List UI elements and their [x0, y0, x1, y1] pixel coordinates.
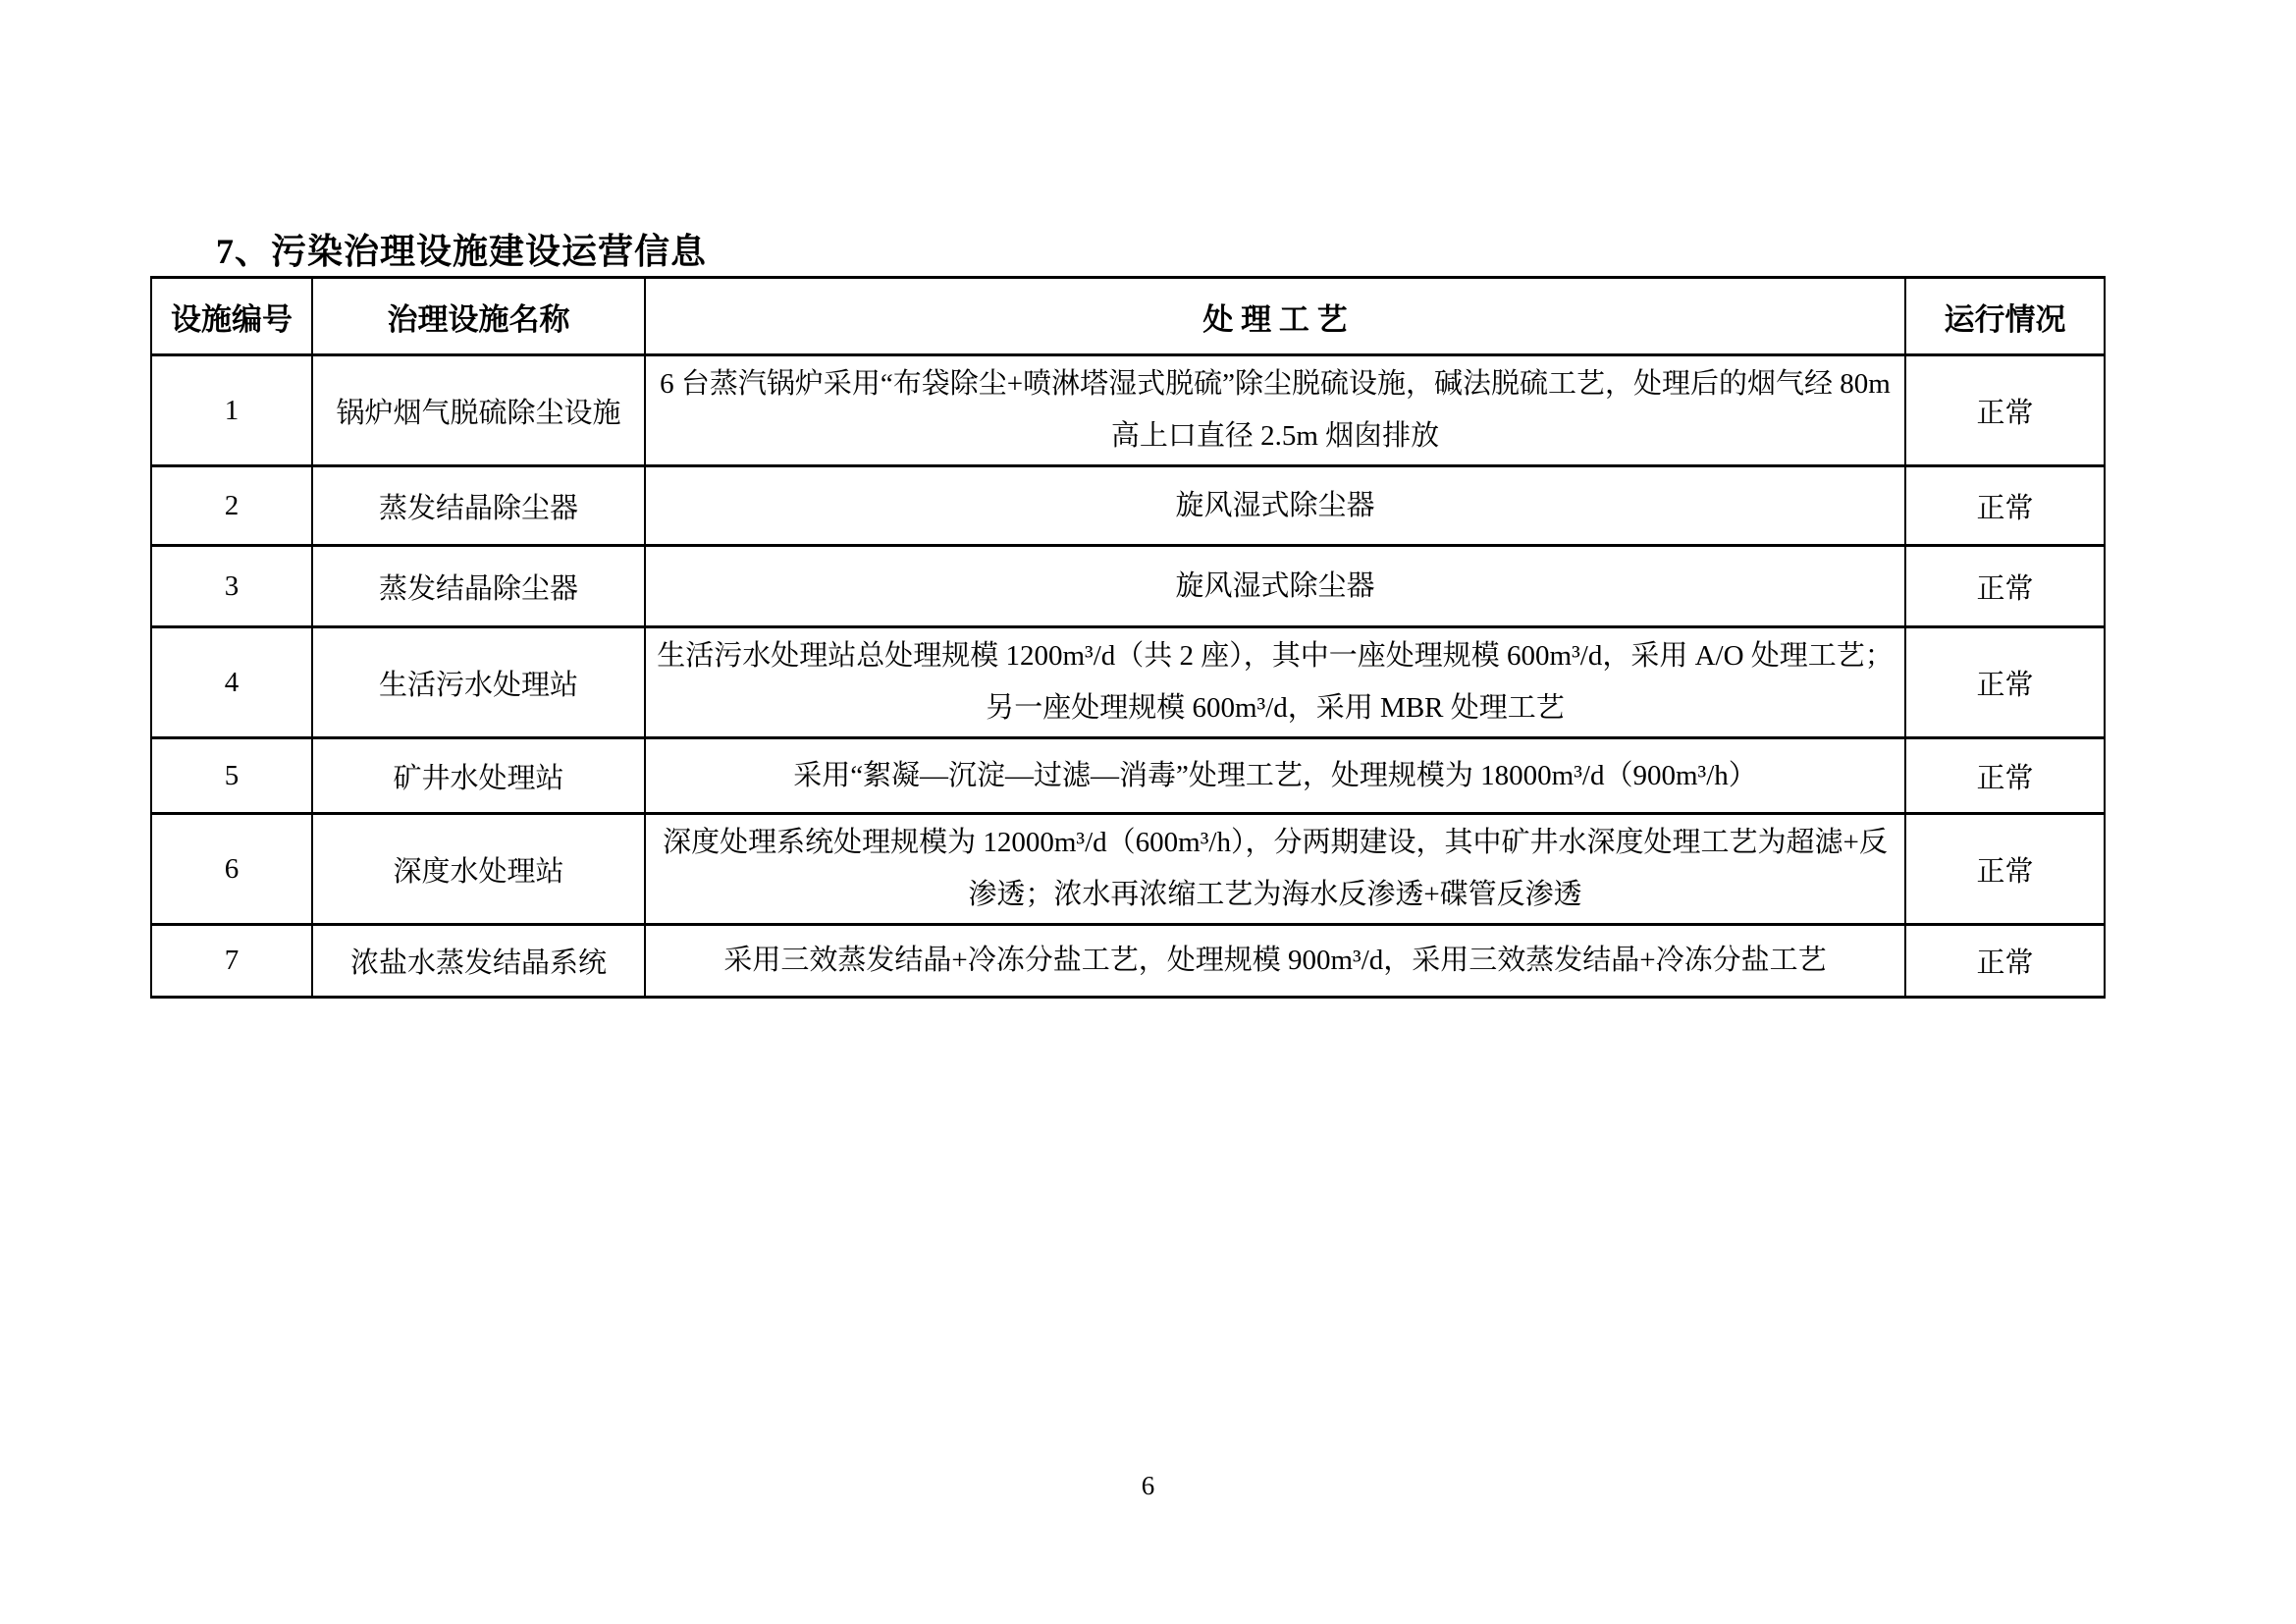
process-cell: 生活污水处理站总处理规模 1200m³/d（共 2 座），其中一座处理规模 600m³/d，采用 A/O 处理工艺；另一座处理规模 600m³/d，采用 MBR 处理工艺: [645, 627, 1905, 738]
page-number: 6: [1141, 1471, 1155, 1500]
table-row: [151, 355, 2105, 466]
facility-name-cell: 锅炉烟气脱硫除尘设施: [312, 355, 645, 466]
facility-name-cell: 深度水处理站: [312, 814, 645, 925]
status-cell: 正常: [1905, 466, 2105, 546]
facility-id-cell: 3: [151, 546, 312, 627]
facility-id-cell: 7: [151, 925, 312, 998]
table-row: [151, 738, 2105, 814]
facility-id-cell: 6: [151, 814, 312, 925]
table-row: [151, 466, 2105, 546]
facility-name-cell: 生活污水处理站: [312, 627, 645, 738]
page-title: 7、污染治理设施建设运营信息: [216, 232, 708, 271]
status-cell: 正常: [1905, 814, 2105, 925]
header-facility-name: 治理设施名称: [312, 278, 645, 355]
facility-name-cell: 蒸发结晶除尘器: [312, 546, 645, 627]
process-cell: 旋风湿式除尘器: [645, 466, 1905, 546]
process-cell: 采用“絮凝—沉淀—过滤—消毒”处理工艺，处理规模为 18000m³/d（900m³/h）: [645, 738, 1905, 814]
header-facility-id: 设施编号: [151, 278, 312, 355]
table-row: [151, 925, 2105, 998]
table-row: [151, 627, 2105, 738]
facility-id-cell: 1: [151, 355, 312, 466]
facility-id-cell: 2: [151, 466, 312, 546]
facility-table: [150, 276, 2106, 999]
facility-id-cell: 5: [151, 738, 312, 814]
table-row: [151, 546, 2105, 627]
status-cell: 正常: [1905, 627, 2105, 738]
process-cell: 深度处理系统处理规模为 12000m³/d（600m³/h），分两期建设，其中矿井水深度处理工艺为超滤+反渗透；浓水再浓缩工艺为海水反渗透+碟管反渗透: [645, 814, 1905, 925]
status-cell: 正常: [1905, 355, 2105, 466]
facility-name-cell: 矿井水处理站: [312, 738, 645, 814]
facility-name-cell: 浓盐水蒸发结晶系统: [312, 925, 645, 998]
facility-name-cell: 蒸发结晶除尘器: [312, 466, 645, 546]
header-process: 处 理 工 艺: [645, 278, 1905, 355]
table-row: [151, 814, 2105, 925]
process-cell: 采用三效蒸发结晶+冷冻分盐工艺，处理规模 900m³/d，采用三效蒸发结晶+冷冻分盐工艺: [645, 925, 1905, 998]
table-header-row: [151, 278, 2105, 355]
process-cell: 旋风湿式除尘器: [645, 546, 1905, 627]
header-status: 运行情况: [1905, 278, 2105, 355]
facility-id-cell: 4: [151, 627, 312, 738]
process-cell: 6 台蒸汽锅炉采用“布袋除尘+喷淋塔湿式脱硫”除尘脱硫设施，碱法脱硫工艺，处理后的烟气经 80m 高上口直径 2.5m 烟囱排放: [645, 355, 1905, 466]
status-cell: 正常: [1905, 738, 2105, 814]
status-cell: 正常: [1905, 925, 2105, 998]
status-cell: 正常: [1905, 546, 2105, 627]
